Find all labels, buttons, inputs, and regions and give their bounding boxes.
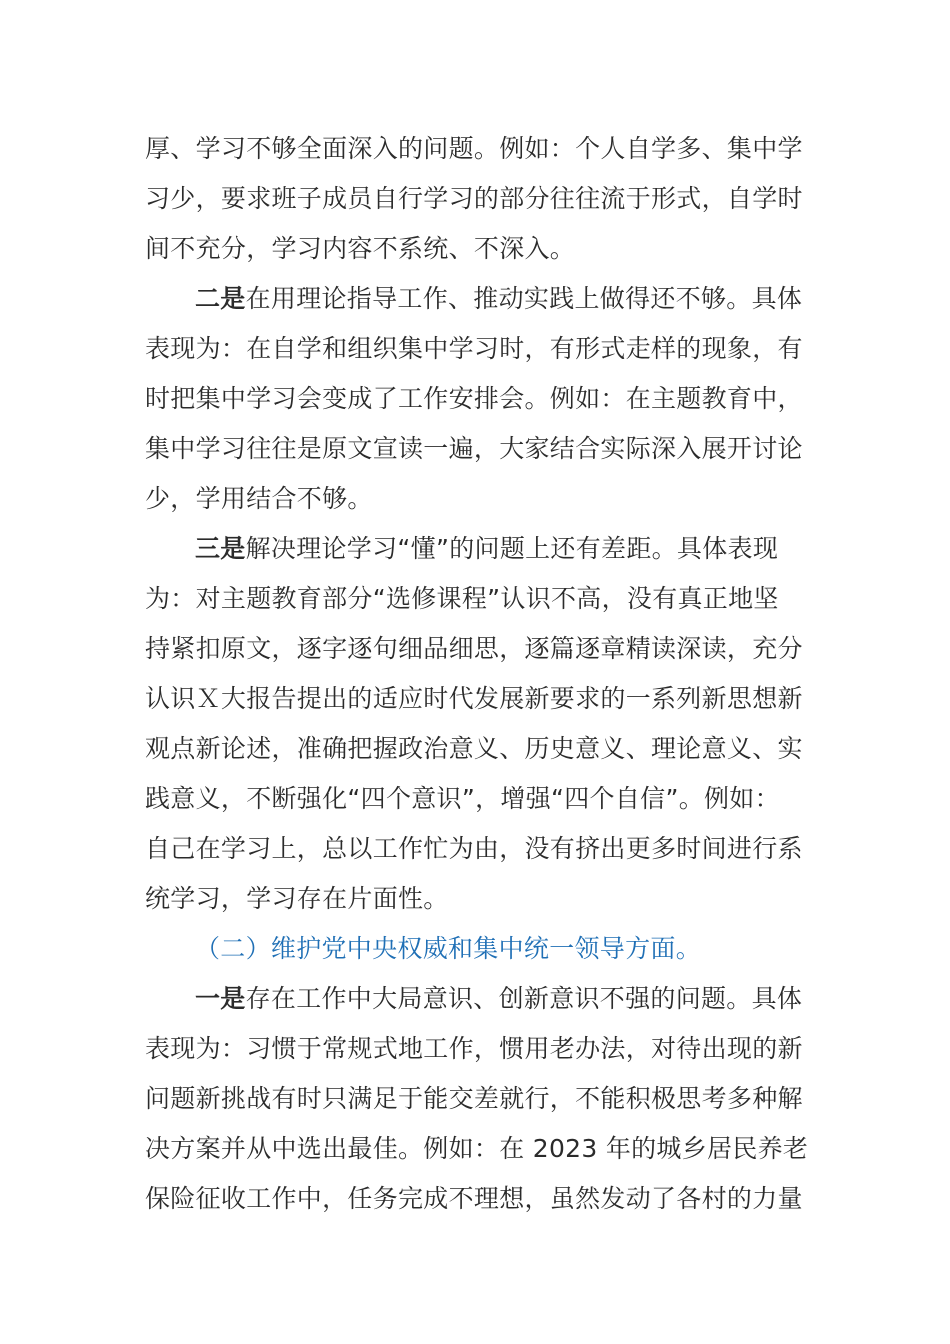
paragraph-text: 在用理论指导工作、推动实践上做得还不够。具体	[245, 284, 803, 313]
paragraph-first-line	[145, 974, 805, 1024]
paragraph-lead: 二是	[195, 284, 246, 313]
paragraph-line: 保险征收工作中，任务完成不理想，虽然发动了各村的力量	[145, 1184, 803, 1213]
paragraph-line: 厚、学习不够全面深入的问题。例如：个人自学多、集中学	[145, 134, 803, 163]
paragraph-line: 集中学习往往是原文宣读一遍，大家结合实际深入展开讨论	[145, 434, 803, 463]
document-body	[145, 124, 809, 1224]
paragraph-line: 自己在学习上，总以工作忙为由，没有挤出更多时间进行系	[145, 834, 803, 863]
paragraph-line: 习少，要求班子成员自行学习的部分往往流于形式，自学时	[145, 184, 803, 213]
paragraph-line: 时把集中学习会变成了工作安排会。例如：在主题教育中，	[145, 384, 803, 413]
paragraph-line: 观点新论述，准确把握政治意义、历史意义、理论意义、实	[145, 734, 803, 763]
paragraph-line: 问题新挑战有时只满足于能交差就行，不能积极思考多种解	[145, 1084, 803, 1113]
paragraph-line: 为：对主题教育部分“选修课程”认识不高，没有真正地坚	[145, 584, 779, 613]
paragraph-first-line	[145, 524, 805, 574]
paragraph-text: 解决理论学习“懂”的问题上还有差距。具体表现	[245, 534, 779, 563]
paragraph-line: 表现为：在自学和组织集中学习时，有形式走样的现象，有	[145, 334, 803, 363]
paragraph-line: 认识Ｘ大报告提出的适应时代发展新要求的一系列新思想新	[145, 684, 803, 713]
paragraph-lead: 一是	[195, 984, 246, 1013]
paragraph-line: 少，学用结合不够。	[145, 484, 373, 513]
paragraph-line: 统学习，学习存在片面性。	[145, 884, 449, 913]
paragraph-line: 间不充分，学习内容不系统、不深入。	[145, 234, 576, 263]
paragraph-line: 表现为：习惯于常规式地工作，惯用老办法，对待出现的新	[145, 1034, 803, 1063]
paragraph-first-line	[145, 274, 805, 324]
paragraph-line: 决方案并从中选出最佳。例如：在 2023 年的城乡居民养老	[145, 1134, 809, 1163]
paragraph-text: 存在工作中大局意识、创新意识不强的问题。具体	[245, 984, 803, 1013]
paragraph-line: 践意义，不断强化“四个意识”，增强“四个自信”。例如：	[145, 784, 780, 813]
paragraph-lead: 三是	[195, 534, 246, 563]
section-heading: （二）维护党中央权威和集中统一领导方面。	[195, 934, 702, 963]
paragraph-line: 持紧扣原文，逐字逐句细品细思，逐篇逐章精读深读，充分	[145, 634, 803, 663]
